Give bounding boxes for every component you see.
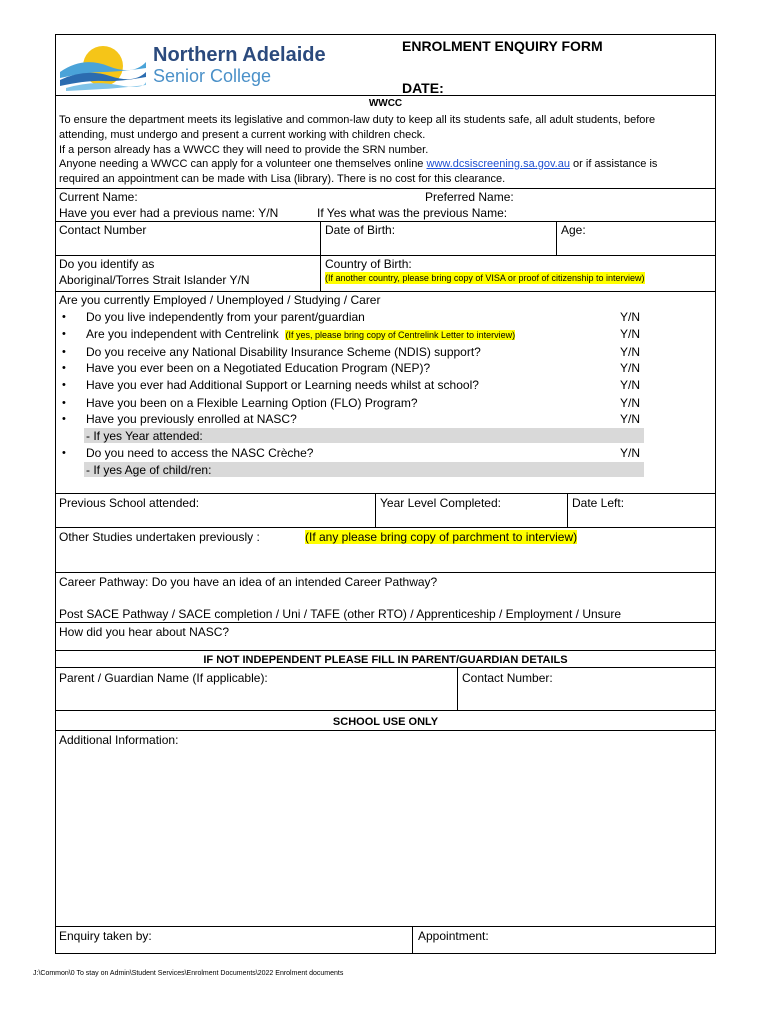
wwcc-text: attending, must undergo and present a current working with children check. [59,129,426,141]
current-name-field[interactable]: Current Name: [59,190,138,204]
previous-school-field[interactable]: Previous School attended: [59,496,200,510]
bullet-icon: • [62,413,66,425]
wwcc-heading: WWCC [368,98,403,109]
bullet-icon: • [62,379,66,391]
date-label[interactable]: DATE: [402,80,444,96]
guardian-contact-field[interactable]: Contact Number: [462,671,553,685]
additional-info-field[interactable]: Additional Information: [59,733,179,747]
previous-name-question[interactable]: Have you ever had a previous name: Y/N [59,206,279,220]
career-options[interactable]: Post SACE Pathway / SACE completion / Uni / TAFE (other RTO) / Apprenticeship / Employment / Unsure [59,607,622,621]
file-path-footer: J:\Common\0 To stay on Admin\Student Services\Enrolment Documents\2022 Enrolment documents [33,970,344,977]
yn-toggle[interactable]: Y/N [620,327,641,341]
other-studies-field[interactable]: Other Studies undertaken previously : [59,530,260,544]
identify-question[interactable]: Aboriginal/Torres Strait Islander Y/N [59,273,250,287]
year-attended-field[interactable]: - If yes Year attended: [86,429,203,443]
other-studies-note: (If any please bring copy of parchment to interview) [305,530,578,544]
yn-toggle[interactable]: Y/N [620,412,641,426]
age-field[interactable]: Age: [561,223,586,237]
centrelink-note: (If yes, please bring copy of Centrelink Letter to interview) [285,330,516,340]
bullet-icon: • [62,346,66,358]
identify-question: Do you identify as [59,257,155,271]
country-of-birth-field[interactable]: Country of Birth: [325,257,412,271]
bullet-icon: • [62,362,66,374]
dob-field[interactable]: Date of Birth: [325,223,396,237]
school-use-heading: SCHOOL USE ONLY [332,716,439,728]
yn-toggle[interactable]: Y/N [620,361,641,375]
contact-number-field[interactable]: Contact Number [59,223,147,237]
bullet-icon: • [62,447,66,459]
date-left-field[interactable]: Date Left: [572,496,625,510]
guardian-name-field[interactable]: Parent / Guardian Name (If applicable): [59,671,268,685]
country-note: (If another country, please bring copy of VISA or proof of citizenship to interview) [325,273,645,283]
bullet-icon: • [62,311,66,323]
wwcc-text: If a person already has a WWCC they will need to provide the SRN number. [59,144,429,156]
question-additional-support: Have you ever had Additional Support or Learning needs whilst at school? [86,378,479,392]
year-level-field[interactable]: Year Level Completed: [380,496,501,510]
career-question[interactable]: Career Pathway: Do you have an idea of an intended Career Pathway? [59,575,438,589]
wwcc-text: Anyone needing a WWCC can apply for a volunteer one themselves online www.dcsiscreening.sa.gov.au or if assistance is [59,158,658,170]
wwcc-text: To ensure the department meets its legislative and common-law duty to keep all its students safe, all adult students, before [59,114,656,126]
form-title: ENROLMENT ENQUIRY FORM [402,38,603,54]
enquiry-taken-field[interactable]: Enquiry taken by: [59,929,152,943]
guardian-heading: IF NOT INDEPENDENT PLEASE FILL IN PARENT/GUARDIAN DETAILS [203,654,568,666]
dcsi-link[interactable]: www.dcsiscreening.sa.gov.au [426,158,570,170]
bullet-icon: • [62,397,66,409]
logo-text-line2: Senior College [153,66,272,86]
question-nep: Have you ever been on a Negotiated Education Program (NEP)? [86,361,431,375]
yn-toggle[interactable]: Y/N [620,396,641,410]
appointment-field[interactable]: Appointment: [418,929,489,943]
logo-text-line1: Northern Adelaide [153,44,326,66]
yn-toggle[interactable]: Y/N [620,378,641,392]
preferred-name-field[interactable]: Preferred Name: [425,190,514,204]
wwcc-text: required an appointment can be made with Lisa (library). There is no cost for this clearance. [59,173,506,185]
question-flo: Have you been on a Flexible Learning Option (FLO) Program? [86,396,418,410]
hear-about-field[interactable]: How did you hear about NASC? [59,625,230,639]
question-live-independently: Do you live independently from your parent/guardian [86,310,365,324]
yn-toggle[interactable]: Y/N [620,345,641,359]
question-ndis: Do you receive any National Disability Insurance Scheme (NDIS) support? [86,345,481,359]
child-age-field[interactable]: - If yes Age of child/ren: [86,463,212,477]
bullet-icon: • [62,328,66,340]
yn-toggle[interactable]: Y/N [620,446,641,460]
currently-question[interactable]: Are you currently Employed / Unemployed / Studying / Carer [59,293,381,307]
previous-name-field[interactable]: If Yes what was the previous Name: [317,206,508,220]
enrolment-form [55,34,716,954]
yn-toggle[interactable]: Y/N [620,310,641,324]
question-previously-enrolled: Have you previously enrolled at NASC? [86,412,297,426]
question-centrelink: Are you independent with Centrelink (If yes, please bring copy of Centrelink Letter to interview) [86,327,516,341]
question-creche: Do you need to access the NASC Crèche? [86,446,314,460]
